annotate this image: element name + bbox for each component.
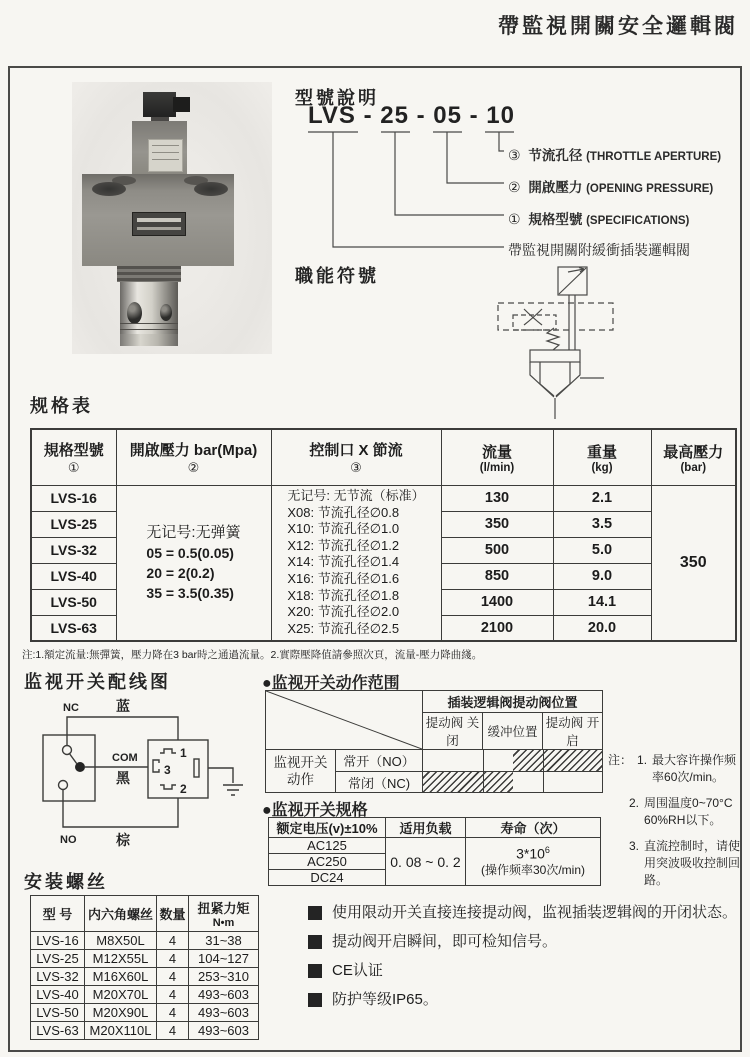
callout-series: 帶監視開關附緩衝插裝邏輯閥 xyxy=(508,242,690,258)
callout-num: ③ xyxy=(508,147,521,163)
spec-weight: 2.1 xyxy=(553,485,651,511)
callout-en: (THROTTLE APERTURE) xyxy=(586,151,722,163)
spec-model: LVS-25 xyxy=(31,511,116,537)
action-group-header: 插装逻辑阀提动阀位置 xyxy=(423,691,603,713)
callout-zh: 节流孔径 xyxy=(528,148,583,163)
voltage-row: AC250 xyxy=(269,854,386,870)
photo-label-line xyxy=(152,152,179,153)
screw-row: LVS-50 M20X90L 4 493~603 xyxy=(31,1004,259,1022)
photo-label-line xyxy=(152,159,179,160)
model-section-title: 型號說明 xyxy=(295,88,379,108)
photo-groove xyxy=(120,329,178,330)
feature-item: 提动阀开启瞬间，即可检知信号。 xyxy=(308,931,740,953)
feature-item: CE认证 xyxy=(308,960,740,982)
callout-throttle xyxy=(508,144,721,164)
callout-en: (SPECIFICATIONS) xyxy=(586,215,690,227)
photo-nameplate-line xyxy=(137,218,181,222)
callout-zh: 規格型號 xyxy=(528,212,583,227)
action-row-no: 常开（NO） xyxy=(336,750,423,772)
screw-row: LVS-32 M16X60L 4 253~310 xyxy=(31,968,259,986)
screw-col-qty: 数量 xyxy=(157,896,189,932)
photo-connector xyxy=(143,92,176,117)
photo-connector-knob xyxy=(173,97,190,112)
screw-row: LVS-40 M20X70L 4 493~603 xyxy=(31,986,259,1004)
bullet-square-icon xyxy=(308,993,322,1007)
photo-cartridge-tip xyxy=(120,334,178,346)
model-leader-lines xyxy=(300,130,515,256)
spec-max-pressure: 350 xyxy=(651,485,736,641)
spec-model: LVS-63 xyxy=(31,615,116,641)
side-notes xyxy=(608,752,742,898)
label-black: 黑 xyxy=(116,770,130,786)
hydraulic-symbol xyxy=(480,258,675,423)
feature-item: 使用限动开关直接连接提动阀，监视插装逻辑阀的开闭状态。 xyxy=(308,902,740,924)
spec-weight: 3.5 xyxy=(553,511,651,537)
spec-model: LVS-32 xyxy=(31,537,116,563)
switch-col-life: 寿命（次） xyxy=(466,818,601,838)
spec-weight: 9.0 xyxy=(553,563,651,589)
spec-table-note: 注:1.額定流量:無彈簧，壓力降在3 bar時之通過流量。2.實際壓降值請參照次頁，流量-壓力降曲綫。 xyxy=(22,649,483,661)
product-photo xyxy=(72,82,272,354)
photo-groove xyxy=(120,323,178,324)
model-code: LVS - 25 - 05 - 10 xyxy=(308,102,515,129)
switch-spec-title: ●监视开关规格 xyxy=(262,802,368,819)
life-value: $3*10^6$ (操作频率30次/min) xyxy=(466,838,601,886)
spec-model: LVS-50 xyxy=(31,589,116,615)
screw-row: LVS-63 M20X110L 4 493~603 xyxy=(31,1022,259,1040)
spec-flow: 130 xyxy=(441,485,553,511)
col-separator xyxy=(543,772,544,792)
label-pin1: 1 xyxy=(180,746,187,760)
screw-row: LVS-16 M8X50L 4 31~38 xyxy=(31,932,259,950)
screw-col-screw: 内六角螺丝 xyxy=(85,896,157,932)
callout-spec xyxy=(508,208,689,228)
label-blue: 蓝 xyxy=(116,698,130,714)
voltage-row: DC24 xyxy=(269,870,386,886)
diagonal-line xyxy=(266,691,422,749)
label-nc: NC xyxy=(63,702,79,714)
spec-flow: 1400 xyxy=(441,589,553,615)
action-row-nc: 常闭（NC) xyxy=(336,772,423,793)
wiring-title: 监视开关配线图 xyxy=(24,672,171,692)
bullet-square-icon xyxy=(308,906,322,920)
photo-bolt-hole xyxy=(194,182,228,196)
spec-col-model: 規格型號 ① xyxy=(31,429,116,485)
spec-table xyxy=(30,428,737,642)
photo-nameplate-line xyxy=(137,227,181,230)
spec-col-pressure: 開啟壓力 bar(Mpa) ② xyxy=(116,429,271,485)
symbol-section-title: 職能符號 xyxy=(295,266,379,286)
screw-table-title: 安装螺丝 xyxy=(24,872,108,892)
hatch-range-no xyxy=(513,750,603,771)
spec-throttle-options: 无记号: 无节流（标准） X08: 节流孔径∅0.8 X10: 节流孔径∅1.0 X12: 节流孔径∅1.2 X14: 节流孔径∅1.4 X16: 节流孔径∅1.6 X18: 节流孔径∅1.8 X20: 节流孔径∅2.0 X25: 节流孔径∅2.5 xyxy=(271,485,441,641)
callout-num: ① xyxy=(508,211,521,227)
spec-flow: 2100 xyxy=(441,615,553,641)
photo-bolt-hole xyxy=(92,182,126,196)
label-pin2: 2 xyxy=(180,782,187,796)
switch-spec-table xyxy=(268,817,601,886)
spec-col-weight: 重量 (kg) xyxy=(553,429,651,485)
hatch-range-nc xyxy=(423,772,513,792)
spec-pressure-options: 无记号:无弹簧 05 = 0.5(0.05) 20 = 2(0.2) 35 = 3.5(0.35) xyxy=(116,485,271,641)
spec-col-flow: 流量 (l/min) xyxy=(441,429,553,485)
action-row-group: 监视开关动作 xyxy=(266,750,336,793)
action-table xyxy=(265,690,603,793)
photo-switch-label xyxy=(148,139,183,172)
screw-col-model: 型 号 xyxy=(31,896,85,932)
spec-weight: 14.1 xyxy=(553,589,651,615)
feature-list xyxy=(308,902,740,1018)
side-note-item: 注： 1. 最大容许操作频率60次/min。 xyxy=(608,753,737,784)
photo-neck xyxy=(117,266,181,282)
photo-label-line xyxy=(152,145,179,146)
spec-flow: 350 xyxy=(441,511,553,537)
screw-row: LVS-25 M12X55L 4 104~127 xyxy=(31,950,259,968)
label-brown: 棕 xyxy=(116,832,130,848)
spec-table-title: 规格表 xyxy=(30,396,93,416)
col-separator xyxy=(483,750,484,771)
action-col-buffer: 缓冲位置 xyxy=(483,713,543,750)
photo-cross-hole xyxy=(127,302,142,324)
feature-item: 防护等级IP65。 xyxy=(308,989,740,1011)
photo-cross-hole xyxy=(160,304,172,321)
callout-pressure xyxy=(508,176,713,196)
bullet-square-icon xyxy=(308,935,322,949)
action-range-nc xyxy=(423,772,603,793)
screw-col-torque: 扭紧力矩 N•m xyxy=(189,896,259,932)
action-table-title: ●监视开关动作范围 xyxy=(262,675,400,692)
callout-zh: 開啟壓力 xyxy=(528,180,583,195)
spec-weight: 20.0 xyxy=(553,615,651,641)
spec-flow: 850 xyxy=(441,563,553,589)
photo-nameplate xyxy=(132,212,186,236)
label-no: NO xyxy=(60,834,77,846)
spec-weight: 5.0 xyxy=(553,537,651,563)
wiring-diagram xyxy=(28,695,263,855)
load-value: 0. 08 ~ 0. 2 xyxy=(386,838,466,886)
action-col-open: 提动阀 开启 xyxy=(543,713,603,750)
side-note-item: 3. 直流控制时，请使用突波吸收控制回路。 xyxy=(629,839,741,887)
action-range-no xyxy=(423,750,603,772)
voltage-row: AC125 xyxy=(269,838,386,854)
side-note-item: 2. 周围温度0~70°C 60%RH以下。 xyxy=(629,796,733,827)
screw-table xyxy=(30,895,259,1040)
action-col-closed: 提动阀 关闭 xyxy=(423,713,483,750)
action-diagonal-cell xyxy=(266,691,423,750)
page-title: 帶監視開關安全邏輯閥 xyxy=(498,15,738,38)
label-com: COM xyxy=(112,752,138,764)
callout-num: ② xyxy=(508,179,521,195)
switch-col-load: 适用负载 xyxy=(386,818,466,838)
spec-col-maxp: 最高壓力 (bar) xyxy=(651,429,736,485)
bullet-square-icon xyxy=(308,964,322,978)
spec-flow: 500 xyxy=(441,537,553,563)
switch-col-voltage: 额定电压(v)±10% xyxy=(269,818,386,838)
spec-col-throttle: 控制口 X 節流 ③ xyxy=(271,429,441,485)
label-pin3: 3 xyxy=(164,763,171,777)
callout-en: (OPENING PRESSURE) xyxy=(586,183,714,195)
spec-model: LVS-16 xyxy=(31,485,116,511)
spec-model: LVS-40 xyxy=(31,563,116,589)
